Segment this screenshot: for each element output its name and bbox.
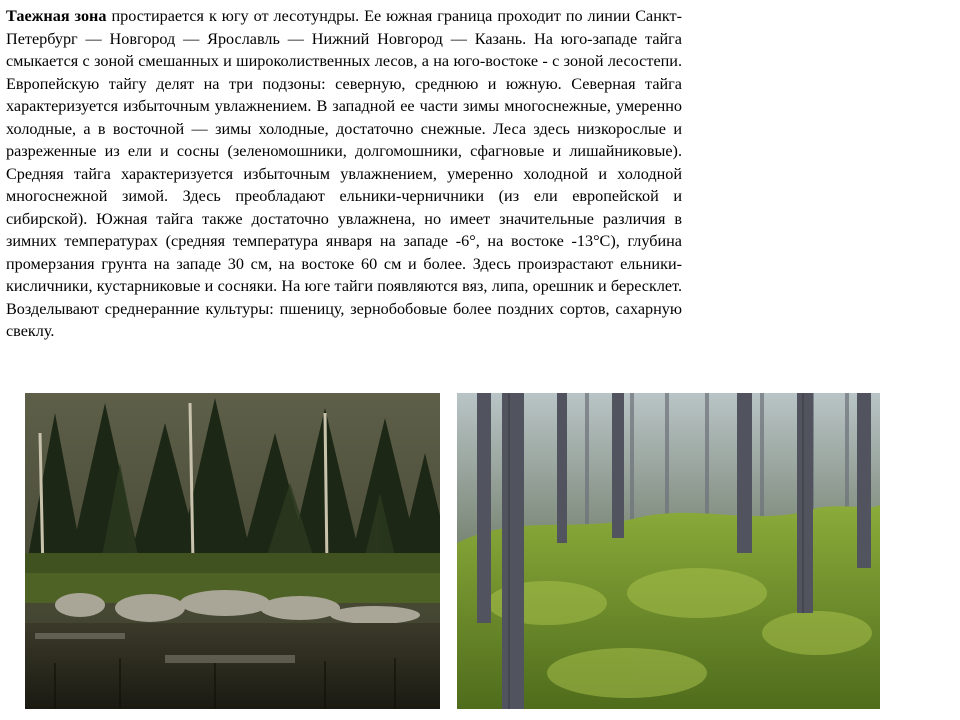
- article-text: [6, 5, 682, 343]
- article-body: простирается к югу от лесотундры. Ее южная граница проходит по линии Санкт-Петербург — Новгород — Ярославль — Нижний Новгород — Казань. На юго-западе тайга смыкается с зоной смешанных и широколиственных лесов, а на юго-востоке - с зоной лесостепи. Европейскую тайгу делят на три подзоны: северную, среднюю и южную. Северная тайга характеризуется избыточным увлажнением. В западной ее части зимы многоснежные, умеренно холодные, а в восточной — зимы холодные, достаточно снежные. Леса здесь низкорослые и разреженные из ели и сосны (зеленомошники, долгомошники, сфагновые и лишайниковые). Средняя тайга характеризуется избыточным увлажнением, умеренно холодной и холодной многоснежной зимой. Здесь преобладают ельники-черничники (из ели европейской и сибирской). Южная тайга также достаточно увлажнена, но имеет значительные различия в зимних температурах (средняя температура января на западе -6°, на востоке -13°С), глубина промерзания грунта на западе 30 см, на востоке 60 см и более. Здесь произрастают ельники-кисличники, кустарниковые и сосняки. На юге тайги появляются вяз, липа, орешник и бересклет. Возделывают среднеранние культуры: пшеницу, зернобобовые более поздних сортов, сахарную свеклу.: [6, 7, 682, 340]
- article-heading: Таежная зона: [6, 7, 107, 25]
- taiga-forest-photo: [457, 393, 880, 709]
- taiga-lake-photo: [25, 393, 440, 709]
